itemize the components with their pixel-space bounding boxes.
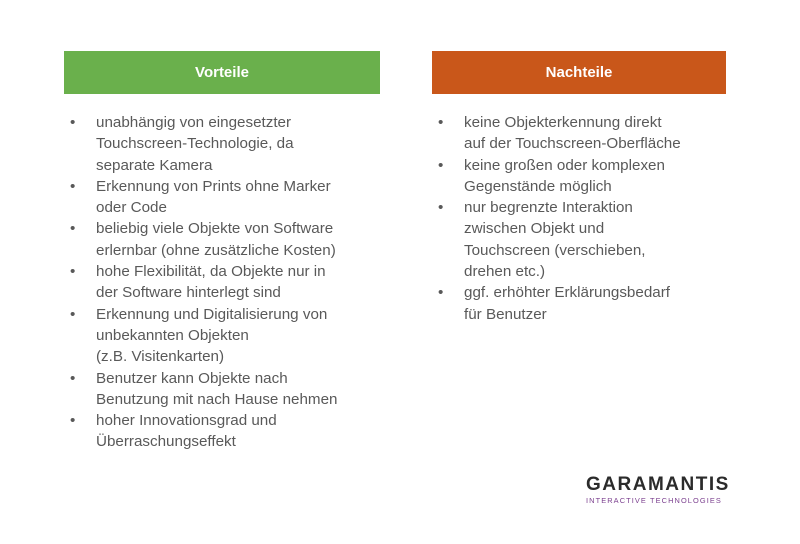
list-item-line: Touchscreen (verschieben, xyxy=(464,241,646,259)
list-item-line: • Benutzer kann Objekte nach xyxy=(96,369,288,387)
list-item xyxy=(432,282,726,325)
list-item-line: • keine großen oder komplexen xyxy=(464,156,665,174)
logo-tagline: INTERACTIVE TECHNOLOGIES xyxy=(586,496,722,505)
list-item xyxy=(64,410,380,453)
list-item xyxy=(64,304,380,368)
list-item-line: • Erkennung von Prints ohne Marker xyxy=(96,177,331,195)
list-item-line: • beliebig viele Objekte von Software xyxy=(96,220,334,238)
nachteile-list xyxy=(432,112,726,325)
list-item-line: • hohe Flexibilität, da Objekte nur in xyxy=(96,263,326,281)
list-item-line: • Erkennung und Digitalisierung von xyxy=(96,305,328,323)
nachteile-header xyxy=(432,51,726,94)
list-item xyxy=(64,218,380,261)
nachteile-title: Nachteile xyxy=(545,64,613,81)
list-item xyxy=(64,261,380,304)
list-item-line: • keine Objekterkennung direkt xyxy=(464,114,662,131)
list-item-line: • hoher Innovationsgrad und xyxy=(96,412,277,430)
vorteile-column xyxy=(64,51,380,453)
list-item xyxy=(64,368,380,411)
list-item-line: (z.B. Visitenkarten) xyxy=(96,348,225,366)
nachteile-column xyxy=(432,51,726,325)
list-item-line: unbekannten Objekten xyxy=(96,326,249,344)
list-item xyxy=(432,197,726,282)
vorteile-header xyxy=(64,51,380,94)
vorteile-title: Vorteile xyxy=(195,64,249,81)
vorteile-list xyxy=(64,112,380,453)
list-item-line: separate Kamera xyxy=(96,156,213,174)
list-item-line: • ggf. erhöhter Erklärungsbedarf xyxy=(464,284,670,302)
list-item-line: • unabhängig von eingesetzter xyxy=(96,114,292,131)
list-item-line: erlernbar (ohne zusätzliche Kosten) xyxy=(96,241,336,259)
list-item-line: Überraschungseffekt xyxy=(96,433,236,451)
garamantis-logo xyxy=(586,475,730,505)
list-item-line: der Software hinterlegt sind xyxy=(96,284,281,302)
list-item-line: oder Code xyxy=(96,199,167,217)
list-item-line: für Benutzer xyxy=(464,305,547,323)
list-item xyxy=(432,112,726,155)
list-item-line: Benutzung mit nach Hause nehmen xyxy=(96,390,338,408)
list-item xyxy=(64,176,380,219)
list-item-line: Touchscreen-Technologie, da xyxy=(96,135,294,153)
list-item-line: Gegenstände möglich xyxy=(464,177,612,195)
list-item xyxy=(64,112,380,176)
list-item-line: auf der Touchscreen-Oberfläche xyxy=(464,135,681,153)
list-item-line: • nur begrenzte Interaktion xyxy=(464,199,633,217)
list-item-line: zwischen Objekt und xyxy=(464,220,605,238)
list-item-line: drehen etc.) xyxy=(464,263,546,281)
logo-name: GARAMANTIS xyxy=(586,474,730,495)
list-item xyxy=(432,155,726,198)
